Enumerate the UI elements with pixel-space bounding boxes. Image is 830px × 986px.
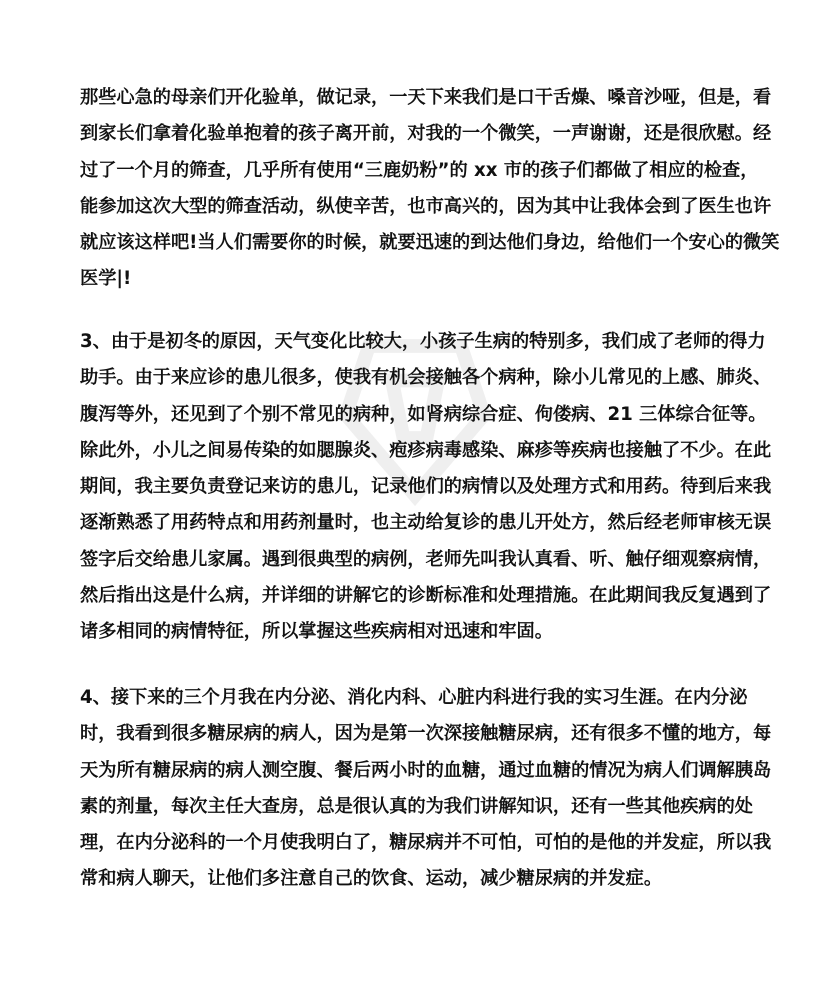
text-line: 就应该这样吧!当人们需要你的时候，就要迅速的到达他们身边，给他们一个安心的微笑 (80, 232, 780, 254)
text-line: 素的剂量，每次主任大查房，总是很认真的为我们讲解知识，还有一些其他疾病的处 (80, 795, 753, 817)
text-line: 理，在内分泌科的一个月使我明白了，糖尿病并不可怕，可怕的是他的并发症，所以我 (80, 832, 772, 854)
text-line: 期间，我主要负责登记来访的患儿，记录他们的病情以及处理方式和用药。待到后来我 (80, 476, 772, 498)
paragraph-1 (80, 80, 780, 298)
text-line: 逐渐熟悉了用药特点和用药剂量时，也主动给复诊的患儿开处方，然后经老师审核无误 (80, 512, 772, 534)
text-line: 然后指出这是什么病，并详细的讲解它的诊断标准和处理措施。在此期间我反复遇到了 (80, 585, 772, 607)
text-line: 过了一个月的筛查，几乎所有使用“三鹿奶粉”的 xx 市的孩子们都做了相应的检查， (80, 159, 759, 181)
text-line: 时，我看到很多糖尿病的病人，因为是第一次深接触糖尿病，还有很多不懂的地方，每 (80, 723, 772, 745)
paragraph-3 (80, 680, 772, 898)
text-line: 天为所有糖尿病的病人测空腹、餐后两小时的血糖，通过血糖的情况为病人们调解胰岛 (80, 759, 772, 781)
text-line: 助手。由于来应诊的患儿很多，使我有机会接触各个病种，除小儿常见的上感、肺炎、 (80, 367, 772, 389)
text-line: 腹泻等外，还见到了个别不常见的病种，如肾病综合症、佝偻病、21 三体综合征等。 (80, 403, 767, 425)
text-line: 诸多相同的病情特征，所以掌握这些疾病相对迅速和牢固。 (80, 621, 553, 643)
text-line: 那些心急的母亲们开化验单，做记录，一天下来我们是口干舌燥、嗓音沙哑，但是，看 (80, 87, 772, 108)
text-line: 医学|! (80, 268, 132, 290)
text-line: 3、由于是初冬的原因，天气变化比较大，小孩子生病的特别多，我们成了老师的得力 (80, 331, 766, 352)
paragraph-2 (80, 324, 772, 651)
text-line: 签字后交给患儿家属。遇到很典型的病例，老师先叫我认真看、听、触仔细观察病情， (80, 548, 772, 570)
text-line: 4、接下来的三个月我在内分泌、消化内科、心脏内科进行我的实习生涯。在内分泌 (80, 687, 748, 708)
text-line: 常和病人聊天，让他们多注意自己的饮食、运动，减少糖尿病的并发症。 (80, 868, 663, 890)
text-line: 到家长们拿着化验单抱着的孩子离开前，对我的一个微笑，一声谢谢，还是很欣慰。经 (80, 123, 772, 145)
text-line: 除此外，小儿之间易传染的如腮腺炎、疱疹病毒感染、麻疹等疾病也接触了不少。在此 (80, 439, 772, 461)
text-line: 能参加这次大型的筛查活动，纵使辛苦，也市高兴的，因为其中让我体会到了医生也许 (80, 195, 772, 217)
